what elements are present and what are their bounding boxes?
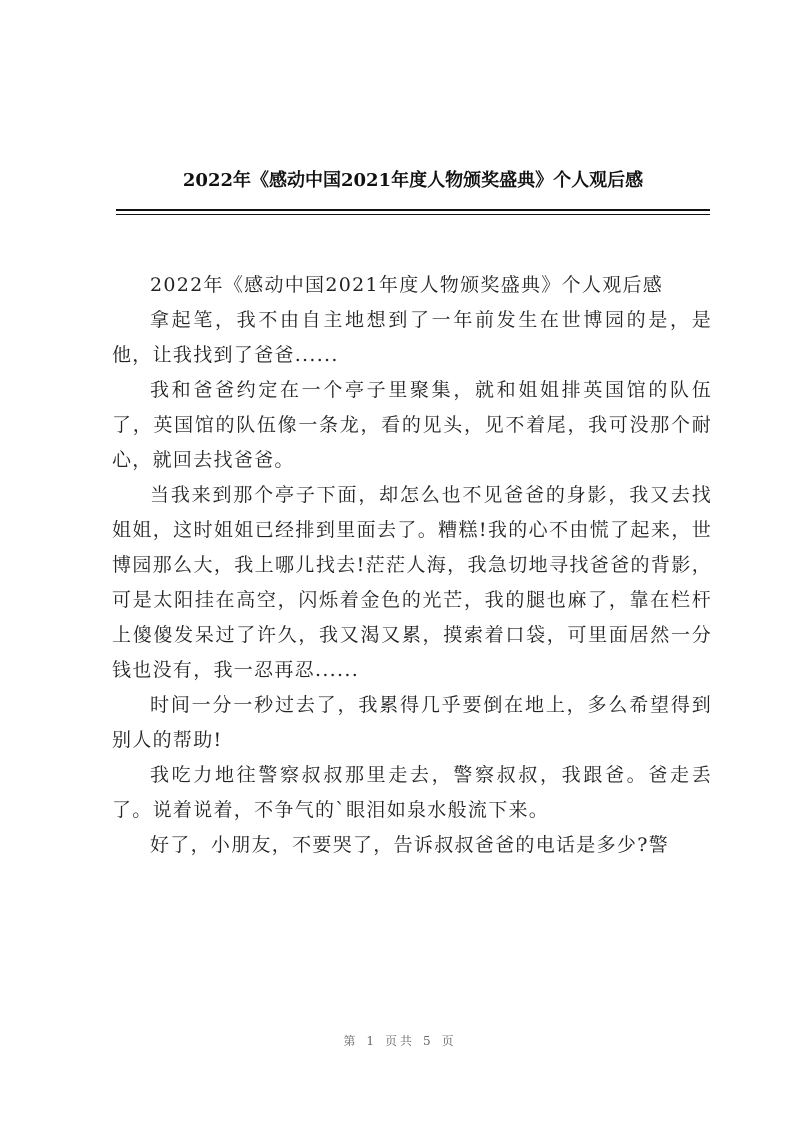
- paragraph: 好了，小朋友，不要哭了，告诉叔叔爸爸的电话是多少?警: [150, 834, 669, 856]
- paragraph: 时间一分一秒过去了，我累得几乎要倒在地上，多么希望得到别人的帮助!: [112, 694, 712, 751]
- header-divider: [116, 209, 710, 211]
- paragraph: 拿起笔，我不由自主地想到了一年前发生在世博园的是，是他，让我找到了爸爸......: [112, 309, 712, 366]
- footer-current-page: 1: [366, 1034, 377, 1048]
- paragraph: 2022年《感动中国2021年度人物颁奖盛典》个人观后感: [150, 274, 664, 296]
- footer-total-pages: 5: [423, 1034, 434, 1048]
- paragraph: 我吃力地往警察叔叔那里走去，警察叔叔，我跟爸。爸走丢了。说着说着，不争气的`眼泪如泉水般流下来。: [112, 764, 712, 821]
- document-title: 2022年《感动中国2021年度人物颁奖盛典》个人观后感: [182, 170, 644, 191]
- page-header: [116, 168, 710, 194]
- paragraph: 当我来到那个亭子下面，却怎么也不见爸爸的身影，我又去找姐姐，这时姐姐已经排到里面去了。糟糕!我的心不由慌了起来，世博园那么大，我上哪儿找去!茫茫人海，我急切地寻找爸爸的背影，可是太阳挂在高空，闪烁着金色的光芒，我的腿也麻了，靠在栏杆上傻傻发呆过了许久，我又渴又累，摸索着口袋，可里面居然一分钱也没有，我一忍再忍......: [112, 484, 712, 681]
- document-body: [112, 268, 712, 863]
- footer-total-label: 页共: [384, 1034, 415, 1048]
- footer-page-suffix: 页: [441, 1034, 457, 1048]
- page-footer: [0, 1032, 800, 1049]
- footer-page-label: 第: [343, 1034, 359, 1048]
- header-divider-thin: [116, 214, 710, 215]
- paragraph: 我和爸爸约定在一个亭子里聚集，就和姐姐排英国馆的队伍了，英国馆的队伍像一条龙，看的见头，见不着尾，我可没那个耐心，就回去找爸爸。: [112, 379, 712, 471]
